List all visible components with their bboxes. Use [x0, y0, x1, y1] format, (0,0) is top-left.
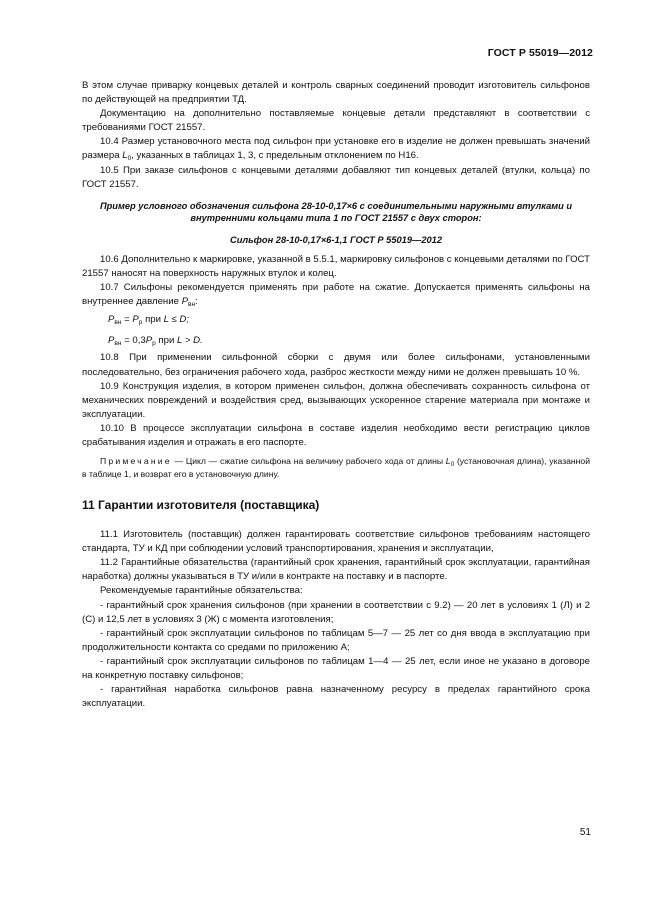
example-heading: Пример условного обозначения сильфона 28-10-0,17×6 с соединительными наружными втулками и внутренними кольцами типа 1 по ГОСТ 21557 с двух сторон: — [99, 200, 573, 224]
paragraph: Рекомендуемые гарантийные обязательства: — [100, 585, 303, 597]
paragraph-10-8: 10.8 При применении сильфонной сборки с двумя или более сильфонами, установленными последовательно, без ограничения рабочего хода, разброс жесткости между ними не должен превышать 10 %. — [82, 352, 590, 378]
note: Примечание — Цикл — сжатие сильфона на величину рабочего хода от длины $L_0$ (установочная длина), указанной в таблице 1, и возврат его в установочную длину. — [82, 456, 590, 480]
page-content — [82, 79, 590, 711]
list-item: - гарантийный срок эксплуатации сильфонов по таблицам 1—4 — 25 лет, если иное не указано в договоре на конкретную поставку сильфонов; — [82, 655, 590, 681]
paragraph: В этом случае приварку концевых деталей и контроль сварных соединений проводит изготовитель сильфонов по действующей на предприятии ТД. — [82, 80, 590, 106]
paragraph-10-5: 10.5 При заказе сильфонов с концевыми деталями добавляют тип концевых деталей (втулки, кольца) по ГОСТ 21557. — [82, 164, 590, 190]
example-code: Сильфон 28-10-0,17×6-1,1 ГОСТ Р 55019—2012 — [229, 234, 443, 245]
list-item: - гарантийный срок эксплуатации сильфонов по таблицам 5—7 — 25 лет со дня ввода в эксплуатацию при продолжительности контакта со средами по приложению А; — [82, 627, 590, 653]
paragraph: Документацию на дополнительно поставляемые концевые детали представляют в соответствии с требованиями ГОСТ 21557. — [82, 108, 590, 134]
paragraph-10-10: 10.10 В процессе эксплуатации сильфона в составе изделия необходимо вести регистрацию циклов срабатывания изделия и отражать в его паспорте. — [82, 422, 590, 448]
document-header: ГОСТ Р 55019—2012 — [487, 47, 593, 59]
formula-2: $P_{вн} = 0,3P_p$ при L > D. — [108, 335, 203, 348]
list-item: - гарантийный срок хранения сильфонов (при хранении в соответствии с 9.2) — 20 лет в условиях 1 (Л) и 2 (С) и 12,5 лет в условиях 3 (Ж) с момента изготовления; — [82, 599, 590, 625]
page-number: 51 — [579, 827, 591, 838]
note-label: Примечание — [100, 456, 172, 467]
paragraph-10-6: 10.6 Дополнительно к маркировке, указанной в 5.5.1, маркировку сильфонов с концевыми деталями по ГОСТ 21557 наносят на поверхность наружных втулок и колец. — [82, 254, 590, 280]
paragraph-10-9: 10.9 Конструкция изделия, в котором применен сильфон, должна обеспечивать сохранность сильфона от механических повреждений и воздействия сред, вызывающих ускоренное старение материала при монтаже и эксплуатации. — [82, 380, 590, 420]
paragraph-11-1: 11.1 Изготовитель (поставщик) должен гарантировать соответствие сильфонов требованиям настоящего стандарта, ТУ и КД при соблюдении условий транспортирования, хранения и эксплуатации, — [82, 529, 590, 555]
formula-1: $P_{вн} = P_p$ при L ≤ D; — [108, 314, 190, 327]
paragraph-10-4: 10.4 Размер установочного места под сильфон при установке его в изделие не должен превышать значений размера $L_0$, указанных в таблицах 1, 3, с предельным отклонением по Н16. — [82, 136, 590, 163]
paragraph-10-7: 10.7 Сильфоны рекомендуется применять при работе на сжатие. Допускается применять сильфоны на внутреннее давление $P_{вн}$: — [82, 282, 590, 309]
paragraph-11-2: 11.2 Гарантийные обязательства (гарантийный срок хранения, гарантийный срок эксплуатации, гарантийная наработка) должны указываться в ТУ и/или в контракте на поставку и в паспорте. — [82, 557, 590, 583]
section-title: 11 Гарантии изготовителя (поставщика) — [82, 498, 320, 513]
list-item: - гарантийная наработка сильфонов равна назначенному ресурсу в пределах гарантийного срока эксплуатации. — [82, 684, 590, 710]
